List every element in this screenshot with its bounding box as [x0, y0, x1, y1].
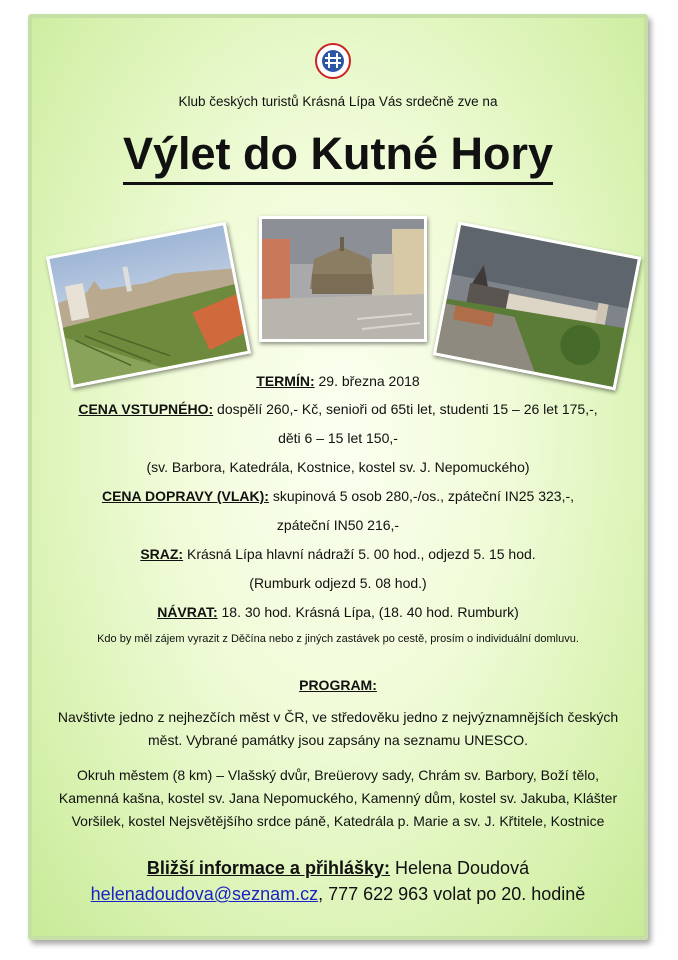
doprava-line-2: zpáteční IN50 216,-	[276, 517, 400, 533]
contact-name: Helena Doudová	[389, 858, 530, 878]
vineyard-town-photo	[46, 222, 251, 388]
doprava-value-1: skupinová 5 osob 280,-/os., zpáteční IN25 323,-,	[268, 488, 575, 504]
program-paragraph-1: Navštivte jedno z nejhezčích měst v ČR, ve středověku jedno z nejvýznamnějších českých měst. Vybrané památky jsou zapsány na seznamu UNESCO.	[57, 709, 619, 748]
sraz-line	[32, 546, 644, 562]
poster-title: Výlet do Kutné Hory	[32, 131, 644, 176]
sraz-label: SRAZ:	[140, 546, 184, 562]
cena-value-1: dospělí 260,- Kč, senioři od 65ti let, studenti 15 – 26 let 175,-,	[213, 401, 598, 417]
program-title: PROGRAM:	[299, 677, 377, 693]
termin-value: 29. března 2018	[314, 373, 420, 389]
termin-label: TERMÍN:	[256, 373, 315, 389]
sraz-value: Krásná Lípa hlavní nádraží 5. 00 hod., odjezd 5. 15 hod.	[183, 546, 536, 562]
cena-line-2: děti 6 – 15 let 150,-	[278, 430, 398, 446]
cena-note: (sv. Barbora, Katedrála, Kostnice, kostel sv. J. Nepomuckého)	[146, 459, 530, 475]
invite-text: Klub českých turistů Krásná Lípa Vás srdečně zve na	[178, 94, 498, 109]
email-link[interactable]: helenadoudova@seznam.cz	[90, 884, 319, 904]
cena-label: CENA VSTUPNÉHO:	[78, 401, 214, 417]
navrat-value: 18. 30 hod. Krásná Lípa, (18. 40 hod. Rumburk)	[217, 604, 519, 620]
small-note: Kdo by měl zájem vyrazit z Děčína nebo z jiných zastávek po cestě, prosím o individuální domluvu.	[97, 633, 579, 645]
navrat-label: NÁVRAT:	[157, 604, 218, 620]
cena-line	[32, 401, 644, 417]
doprava-line	[32, 488, 644, 504]
contact-line	[32, 884, 644, 905]
kct-logo	[315, 43, 351, 79]
contact-label: Bližší informace a přihlášky:	[146, 858, 390, 878]
fountain-square-photo	[259, 216, 427, 342]
doprava-label: CENA DOPRAVY (VLAK):	[101, 488, 269, 504]
navrat-line	[32, 604, 644, 620]
program-paragraph-2: Okruh městem (8 km) – Vlašský dvůr, Breüerovy sady, Chrám sv. Barbory, Boží tělo, Kamenná kašna, kostel sv. Jana Nepomuckého, Kamenný dům, kostel sv. Jakuba, Klášter Voršilek, kostel Nejsvětějšího srdce páně, Katedrála p. Marie a sv. J. Křtitele, Kostnice	[58, 767, 618, 829]
contact-phone: , 777 622 963 volat po 20. hodině	[318, 884, 586, 904]
poster	[28, 14, 648, 940]
termin-line	[32, 373, 644, 389]
sraz-note: (Rumburk odjezd 5. 08 hod.)	[249, 575, 427, 591]
cathedral-college-photo	[433, 222, 642, 391]
contact-heading	[32, 858, 644, 879]
